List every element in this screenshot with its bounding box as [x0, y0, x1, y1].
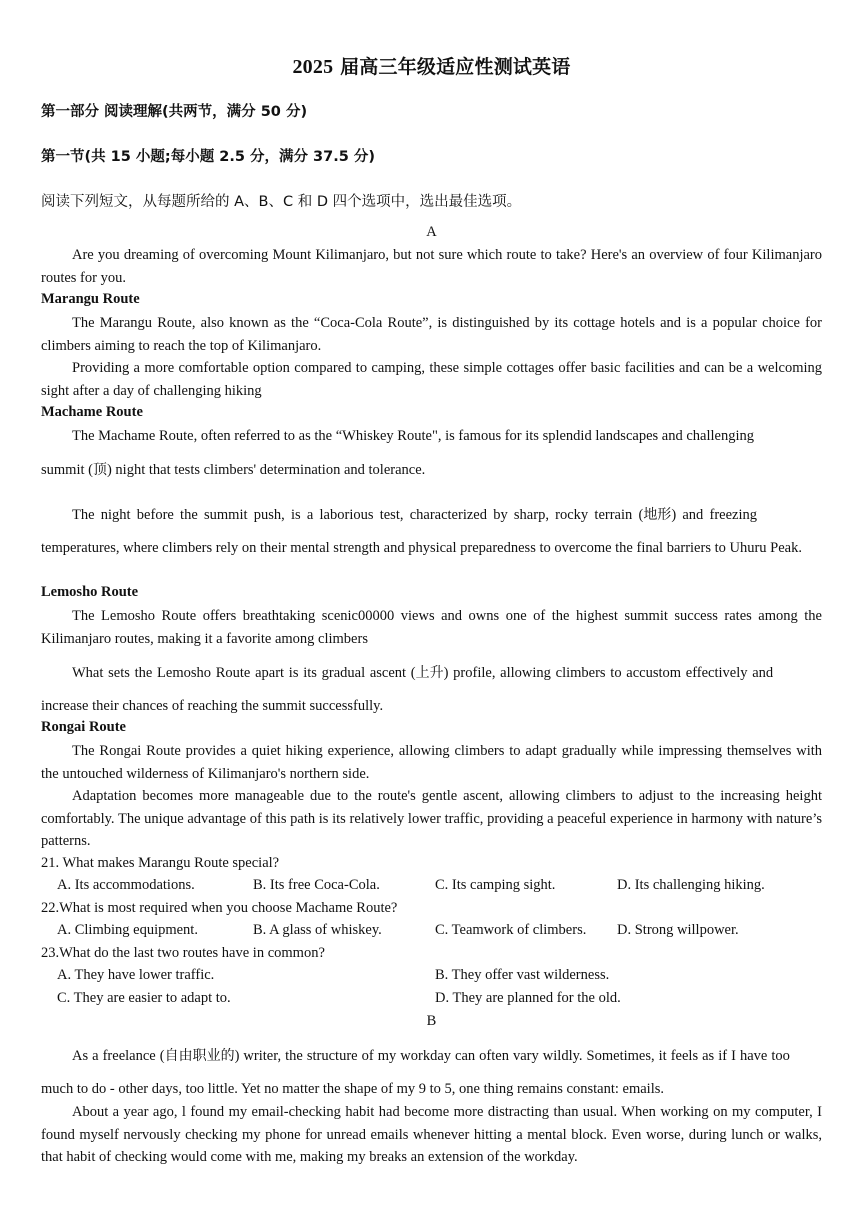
lemosho-p2-line1 [41, 662, 822, 685]
machame-p2-seg2: ) and freezing [671, 507, 758, 523]
machame-p2-line2: temperatures, where climbers rely on their mental strength and physical preparedness to overcome the final barriers to Uhuru Peak. [41, 540, 802, 556]
passage-b-p1-cn: 自由职业的 [164, 1048, 235, 1064]
question-21: 21. What makes Marangu Route special? [41, 855, 280, 871]
machame-p1-seg1: summit ( [41, 462, 93, 478]
machame-p2-line1 [41, 504, 822, 527]
title-year: 2025 [292, 56, 334, 78]
rongai-p1: The Rongai Route provides a quiet hiking experience, allowing climbers to adapt gradually while impressing themselves with the untouched wilderness of Kilimanjaro's northern side. [41, 743, 822, 782]
machame-p1-line2 [41, 459, 822, 482]
machame-p1-line1: The Machame Route, often referred to as the “Whiskey Route", is famous for its splendid landscapes and challenging [72, 428, 754, 444]
question-23: 23.What do the last two routes have in common? [41, 945, 325, 961]
lemosho-p1: The Lemosho Route offers breathtaking scenic00000 views and owns one of the highest summit success rates among the Kilimanjaro routes, making it a favorite among climbers [41, 608, 822, 647]
passage-b-p2: About a year ago, l found my email-checking habit had become more distracting than usual. When working on my computer, I found myself nervously checking my phone for unread emails whenever hitting a mental block. Even worse, during lunch or walks, that habit of checking would come with me, making my breaks an extension of the workday. [41, 1104, 822, 1166]
q22-option-a[interactable]: A. Climbing equipment. [57, 922, 198, 938]
q23-option-a[interactable]: A. They have lower traffic. [57, 967, 215, 983]
rongai-p2: Adaptation becomes more manageable due to the route's gentle ascent, allowing climbers to adjust to the increasing height comfortably. The unique advantage of this path is its relatively lower traffic, providing a peaceful experience in harmony with nature’s patterns. [41, 788, 822, 850]
passage-b-p1-seg2: ) writer, the structure of my workday can often vary wildly. Sometimes, it feels as if I have too [234, 1048, 790, 1064]
machame-heading: Machame Route [41, 404, 143, 420]
page-title [41, 52, 822, 79]
q22-option-b[interactable]: B. A glass of whiskey. [253, 922, 382, 938]
q22-option-c[interactable]: C. Teamwork of climbers. [435, 922, 587, 938]
instruction: 阅读下列短文，从每题所给的 A、B、C 和 D 四个选项中，选出最佳选项。 [41, 194, 522, 210]
q23-option-c[interactable]: C. They are easier to adapt to. [57, 990, 231, 1006]
title-text: 届高三年级适应性测试英语 [333, 56, 571, 78]
machame-p2-cn: 地形 [643, 507, 672, 523]
machame-p2-seg1: The night before the summit push, is a laborious test, characterized by sharp, rocky terrain ( [72, 507, 644, 523]
passage-b-p1-seg1: As a freelance ( [72, 1048, 165, 1064]
lemosho-heading: Lemosho Route [41, 584, 139, 600]
passage-a-intro: Are you dreaming of overcoming Mount Kilimanjaro, but not sure which route to take? Here's an overview of four Kilimanjaro routes for you. [41, 247, 822, 286]
lemosho-p2-seg1: What sets the Lemosho Route apart is its gradual ascent ( [72, 665, 416, 681]
passage-b-letter: B [426, 1013, 437, 1029]
q23-option-b[interactable]: B. They offer vast wilderness. [435, 967, 610, 983]
q21-option-c[interactable]: C. Its camping sight. [435, 877, 556, 893]
machame-p1-seg2: ) night that tests climbers' determination and tolerance. [106, 462, 426, 478]
section-heading: 第一节(共 15 小题;每小题 2.5 分，满分 37.5 分) [41, 149, 375, 165]
passage-a-letter: A [426, 224, 437, 240]
lemosho-p2-line2: increase their chances of reaching the summit successfully. [41, 698, 384, 714]
q21-option-a[interactable]: A. Its accommodations. [57, 877, 195, 893]
marangu-p2: Providing a more comfortable option compared to camping, these simple cottages offer basic facilities and can be a welcoming sight after a day of challenging hiking [41, 360, 822, 399]
marangu-heading: Marangu Route [41, 291, 140, 307]
machame-p1-cn: 顶 [92, 462, 107, 478]
part-heading: 第一部分 阅读理解(共两节，满分 50 分) [41, 104, 308, 120]
rongai-heading: Rongai Route [41, 719, 126, 735]
lemosho-p2-cn: 上升 [415, 665, 444, 681]
passage-b-p1-line1 [41, 1045, 822, 1068]
question-22: 22.What is most required when you choose Machame Route? [41, 900, 398, 916]
lemosho-p2-seg2: ) profile, allowing climbers to accustom effectively and [443, 665, 774, 681]
q21-option-b[interactable]: B. Its free Coca-Cola. [253, 877, 380, 893]
q22-option-d[interactable]: D. Strong willpower. [617, 922, 739, 938]
q23-option-d[interactable]: D. They are planned for the old. [435, 990, 621, 1006]
marangu-p1: The Marangu Route, also known as the “Coca-Cola Route”, is distinguished by its cottage hotels and is a popular choice for climbers aiming to reach the top of Kilimanjaro. [41, 315, 822, 354]
passage-b-p1-line2: much to do - other days, too little. Yet no matter the shape of my 9 to 5, one thing remains constant: emails. [41, 1081, 664, 1097]
q21-option-d[interactable]: D. Its challenging hiking. [617, 877, 765, 893]
